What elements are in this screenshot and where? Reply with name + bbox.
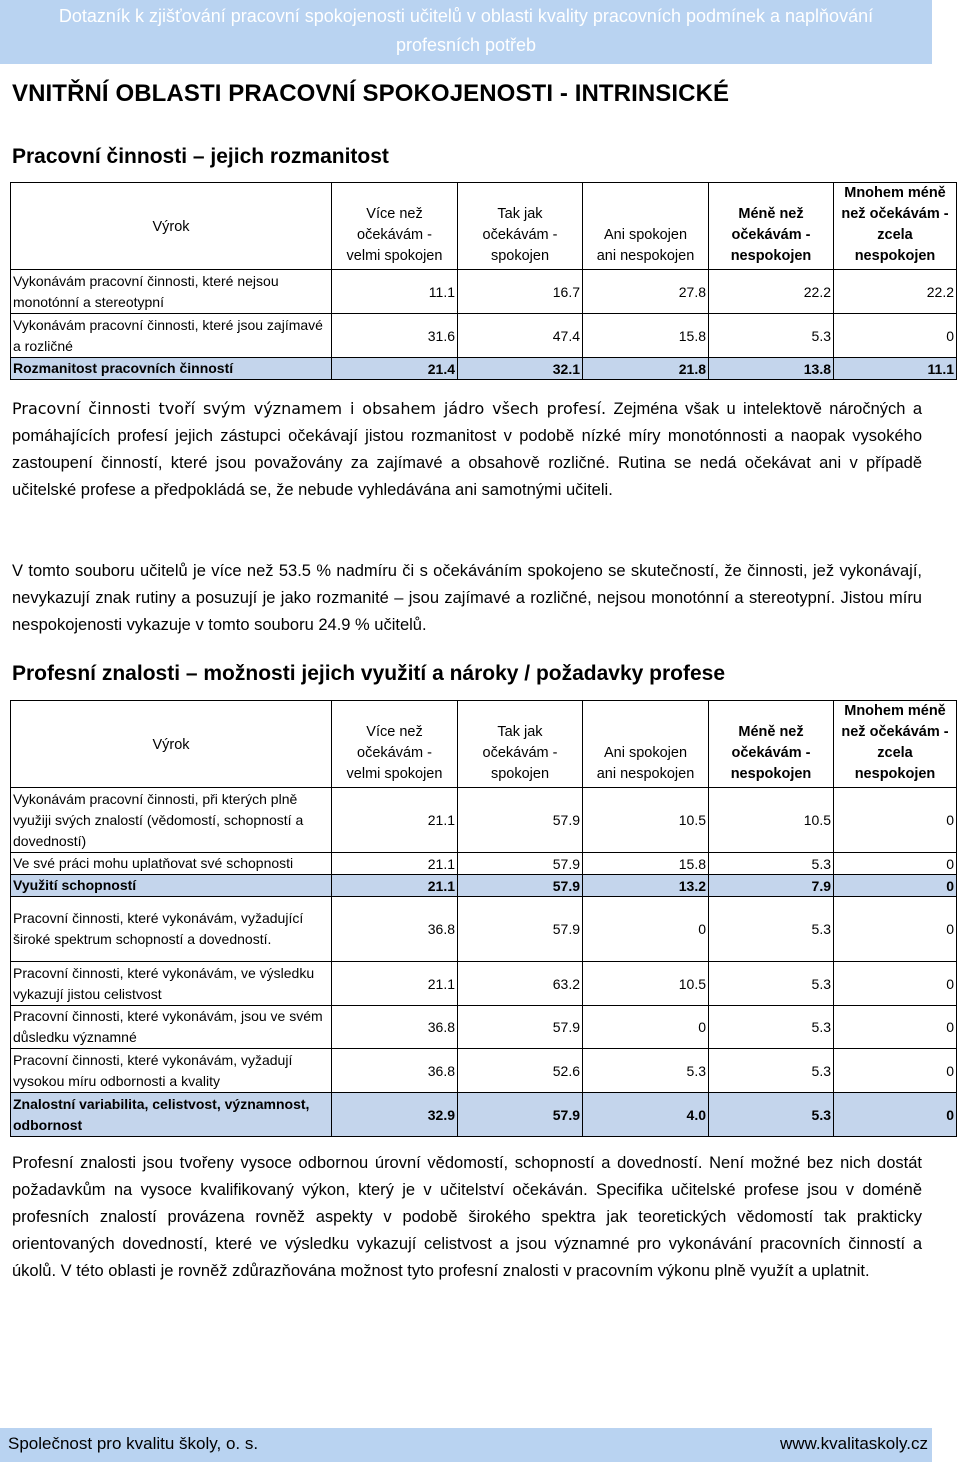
cell-value: 52.6 [458,1049,583,1093]
table-row [11,962,957,1006]
cell-value: 13.8 [709,358,834,380]
col-vyrok: Výrok [11,183,332,270]
cell-value: 5.3 [709,853,834,875]
col-mnohem-mene: Mnohem méně než očekávám - zcela nespokojen [834,701,957,788]
cell-value: 0 [834,853,957,875]
page-title: VNITŘNÍ OBLASTI PRACOVNÍ SPOKOJENOSTI - INTRINSICKÉ [12,80,730,107]
cell-value: 21.1 [332,853,458,875]
cell-value: 22.2 [834,270,957,314]
col-mnohem-mene: Mnohem méně než očekávám - zcela nespokojen [834,183,957,270]
cell-value: 11.1 [834,358,957,380]
footer-organization: Společnost pro kvalitu školy, o. s. [8,1434,259,1453]
col-vice-nez: Více než očekávám - velmi spokojen [332,701,458,788]
table-summary-row [11,1093,957,1137]
paragraph-body: Zejména však u intelektově náročných a pomáhajících profesí jejich zástupci očekávají jistou rozmanitost v podobě nízké míry monotónnosti a naopak vysokého zastoupení činností, které jsou považovány za zajímavé a obsahově rozličné. Rutina se nedá očekávat ani v případě učitelské profese a předpokládá se, že nebude vyhledávána ani samotnými učiteli. [12,400,922,499]
paragraph-lead: Pracovní činnosti tvoří svým významem i obsahem jádro všech profesí. [12,399,607,418]
cell-value: 0 [834,314,957,358]
table-row [11,1049,957,1093]
table-summary-row [11,875,957,897]
cell-value: 21.8 [583,358,709,380]
cell-value: 15.8 [583,853,709,875]
cell-value: 5.3 [709,1093,834,1137]
cell-value: 0 [834,1006,957,1049]
cell-value: 31.6 [332,314,458,358]
cell-value: 36.8 [332,1049,458,1093]
header-line-1: Dotazník k zjišťování pracovní spokojenosti učitelů v oblasti kvality pracovních podmínek a naplňování [58,6,874,26]
col-vice-nez: Více než očekávám - velmi spokojen [332,183,458,270]
header-line-2: profesních potřeb [395,35,537,55]
cell-value: 0 [834,788,957,853]
table-row [11,897,957,962]
cell-value: 0 [834,897,957,962]
row-label: Vykonávám pracovní činnosti, které nejsou monotónní a stereotypní [11,270,332,314]
row-label: Rozmanitost pracovních činností [11,358,332,380]
paragraph-znalosti [12,1150,922,1285]
row-label: Pracovní činnosti, které vykonávám, vyžadující široké spektrum schopností a dovedností. [11,897,332,962]
cell-value: 5.3 [709,962,834,1006]
row-label: Vykonávám pracovní činnosti, které jsou zajímavé a rozličné [11,314,332,358]
row-label: Pracovní činnosti, které vykonávám, jsou ve svém důsledku významné [11,1006,332,1049]
col-tak-jak: Tak jak očekávám - spokojen [458,701,583,788]
footer-website-link[interactable]: www.kvalitaskoly.cz [780,1434,928,1453]
cell-value: 57.9 [458,1093,583,1137]
cell-value: 13.2 [583,875,709,897]
row-label: Vykonávám pracovní činnosti, při kterých plně využiji svých znalostí (vědomostí, schopností a dovedností) [11,788,332,853]
cell-value: 5.3 [709,1049,834,1093]
cell-value: 57.9 [458,788,583,853]
cell-value: 0 [834,1049,957,1093]
cell-value: 63.2 [458,962,583,1006]
cell-value: 21.1 [332,875,458,897]
table-row [11,1006,957,1049]
row-label: Využití schopností [11,875,332,897]
section-heading-znalosti: Profesní znalosti – možnosti jejich využití a nároky / požadavky profese [12,662,726,685]
table-rozmanitost [10,182,957,380]
cell-value: 10.5 [583,962,709,1006]
col-ani-spokojen: Ani spokojen ani nespokojen [583,701,709,788]
document-footer [0,1428,932,1462]
row-label: Ve své práci mohu uplatňovat své schopnosti [11,853,332,875]
cell-value: 15.8 [583,314,709,358]
section-heading-rozmanitost: Pracovní činnosti – jejich rozmanitost [12,145,389,168]
col-ani-spokojen: Ani spokojen ani nespokojen [583,183,709,270]
cell-value: 57.9 [458,897,583,962]
table-header-row [11,183,957,270]
row-label: Pracovní činnosti, které vykonávám, vyžadují vysokou míru odbornosti a kvality [11,1049,332,1093]
cell-value: 47.4 [458,314,583,358]
col-vyrok: Výrok [11,701,332,788]
col-mene-nez: Méně než očekávám - nespokojen [709,183,834,270]
table-summary-row [11,358,957,380]
cell-value: 7.9 [709,875,834,897]
table-znalosti [10,700,957,1137]
cell-value: 0 [583,1006,709,1049]
cell-value: 0 [834,1093,957,1137]
paragraph-rozmanitost [12,395,922,504]
cell-value: 0 [834,875,957,897]
cell-value: 5.3 [709,897,834,962]
table-header-row [11,701,957,788]
cell-value: 32.1 [458,358,583,380]
cell-value: 4.0 [583,1093,709,1137]
row-label: Pracovní činnosti, které vykonávám, ve výsledku vykazují jistou celistvost [11,962,332,1006]
cell-value: 57.9 [458,853,583,875]
cell-value: 36.8 [332,897,458,962]
cell-value: 10.5 [709,788,834,853]
table-row [11,788,957,853]
paragraph-soubor [12,558,922,639]
cell-value: 27.8 [583,270,709,314]
table-row [11,853,957,875]
cell-value: 0 [834,962,957,1006]
cell-value: 5.3 [709,314,834,358]
table-row [11,270,957,314]
cell-value: 0 [583,897,709,962]
col-tak-jak: Tak jak očekávám - spokojen [458,183,583,270]
cell-value: 21.4 [332,358,458,380]
cell-value: 5.3 [709,1006,834,1049]
col-mene-nez: Méně než očekávám - nespokojen [709,701,834,788]
cell-value: 57.9 [458,1006,583,1049]
document-header [0,0,932,64]
paragraph-body: V tomto souboru učitelů je více než 53.5 % nadmíru či s očekáváním spokojeno se skutečností, že činnosti, jež vykonávají, nevykazují znak rutiny a posuzují je jako rozmanité – jsou zajímavé a rozličné, nejsou monotónní a stereotypní. Jistou míru nespokojenosti vykazuje v tomto souboru 24.9 % učitelů. [12,562,922,634]
table-row [11,314,957,358]
cell-value: 16.7 [458,270,583,314]
cell-value: 5.3 [583,1049,709,1093]
cell-value: 32.9 [332,1093,458,1137]
cell-value: 36.8 [332,1006,458,1049]
cell-value: 21.1 [332,962,458,1006]
cell-value: 11.1 [332,270,458,314]
cell-value: 21.1 [332,788,458,853]
cell-value: 57.9 [458,875,583,897]
cell-value: 10.5 [583,788,709,853]
paragraph-body: Profesní znalosti jsou tvořeny vysoce odbornou úrovní vědomostí, schopností a dovedností. Není možné bez nich dostát požadavkům na vysoce kvalifikovaný výkon, který je v učitelství očekáván. Specifika učitelské profese jsou v doméně profesních znalostí provázena rovněž aspekty v podobě širokého spektra jak teoretických vědomostí tak prakticky orientovaných dovedností, které ve výsledku vykazují celistvost a jsou významné pro vykonávání pracovních činností a úkolů. V této oblasti je rovněž zdůrazňována možnost tyto profesní znalosti v pracovním výkonu plně využít a uplatnit. [12,1154,922,1280]
cell-value: 22.2 [709,270,834,314]
row-label: Znalostní variabilita, celistvost, významnost, odbornost [11,1093,332,1137]
